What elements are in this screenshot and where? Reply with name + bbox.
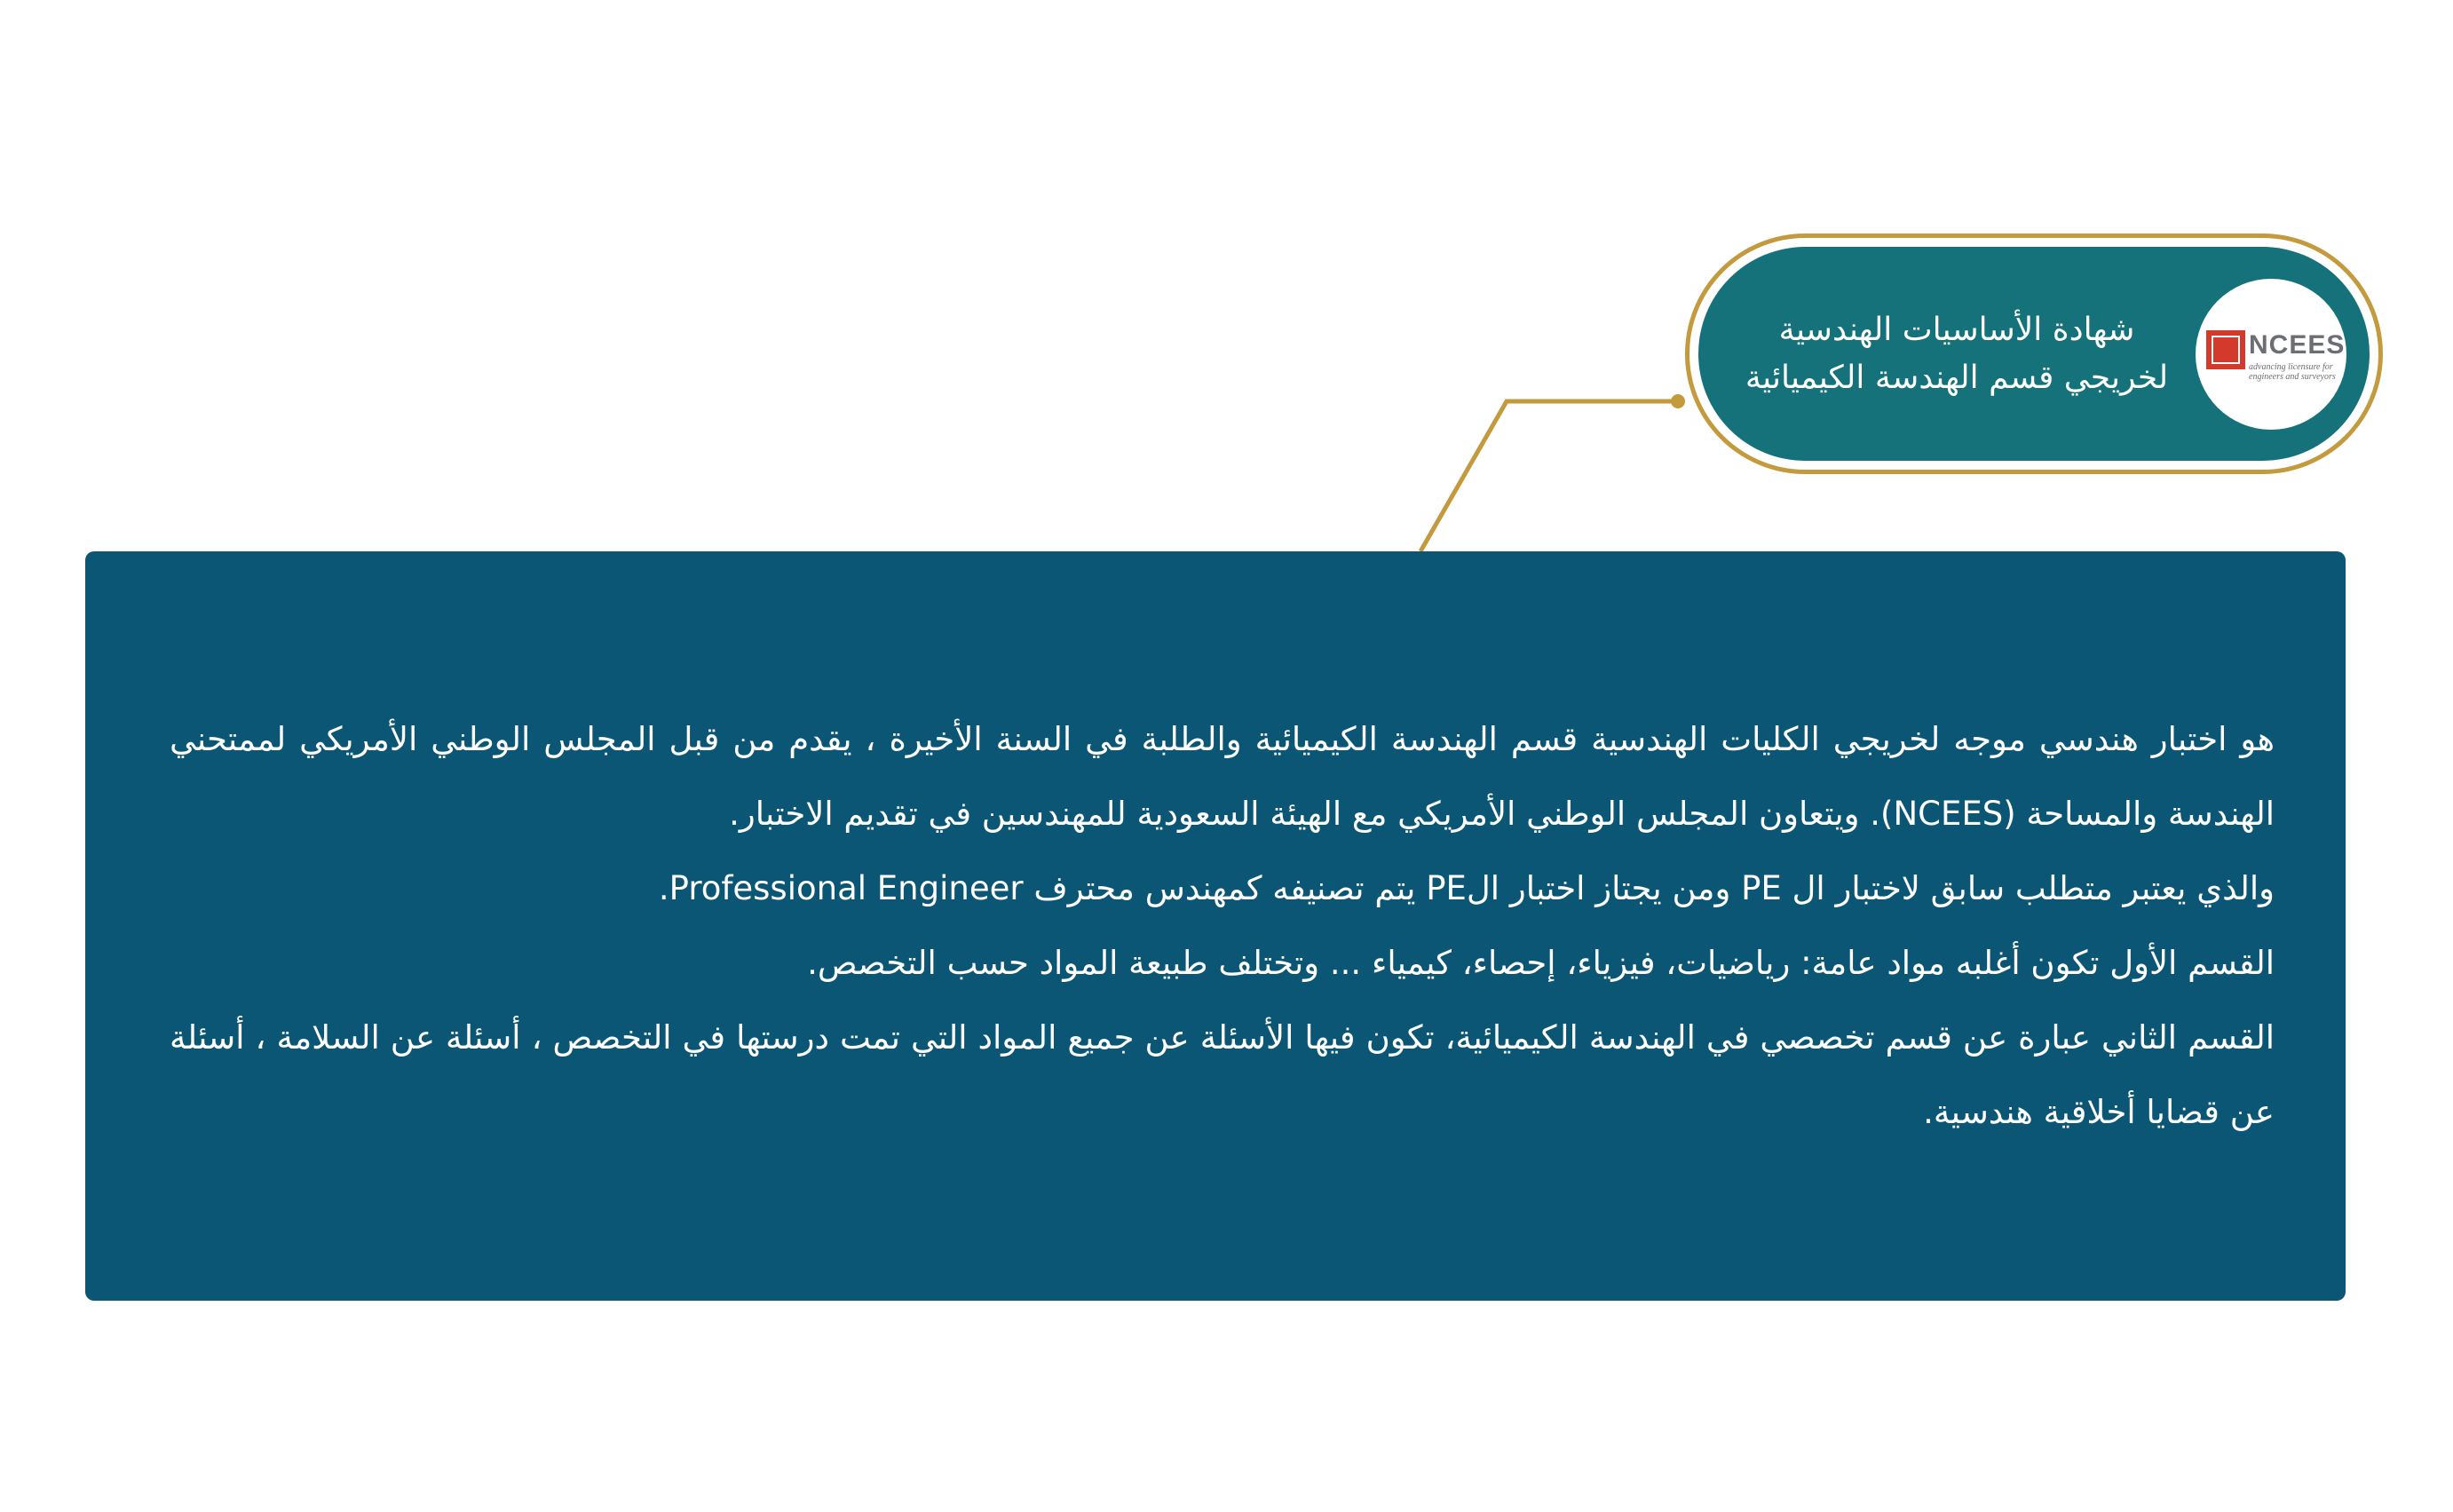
ncees-logo-text: NCEES: [2249, 329, 2346, 360]
description-paragraph-prerequisite: والذي يعتبر متطلب سابق لاختبار ال PE ومن يجتاز اختبار الPE يتم تصنيفه كمهندس محترف Professional Engineer.: [658, 869, 2275, 907]
ncees-logo-icon: [2206, 330, 2245, 369]
description-paragraph-section-one: القسم الأول تكون أغلبه مواد عامة: رياضيات، فيزياء، إحصاء، كيمياء ... وتختلف طبيعة المواد حسب التخصص.: [807, 944, 2275, 982]
connector-dot: [1671, 394, 1685, 408]
ncees-logo: [2196, 279, 2346, 430]
description-panel: [85, 551, 2346, 1301]
description-text: [170, 702, 2275, 1150]
certificate-badge: [1685, 234, 2383, 474]
badge-title-line1: شهادة الأساسيات الهندسية: [1778, 311, 2135, 348]
ncees-logo-tagline: advancing licensure for engineers and surveyors: [2249, 361, 2336, 382]
certificate-badge-body: [1698, 247, 2370, 461]
badge-title: [1698, 306, 2196, 402]
description-paragraph-intro: هو اختبار هندسي موجه لخريجي الكليات الهندسية قسم الهندسة الكيميائية والطلبة في السنة الأخيرة ، يقدم من قبل المجلس الوطني الأمريكي لممتحني الهندسة والمساحة (NCEES). ويتعاون المجلس الوطني الأمريكي مع الهيئة السعودية للمهندسين في تقديم الاختبار.: [170, 720, 2275, 833]
description-paragraph-section-two: القسم الثاني عبارة عن قسم تخصصي في الهندسة الكيميائية، تكون فيها الأسئلة عن جميع المواد التي تمت درستها في التخصص ، أسئلة عن السلامة ، أسئلة عن قضايا أخلاقية هندسية.: [170, 1018, 2275, 1131]
badge-title-line2: لخريجي قسم الهندسة الكيميائية: [1745, 359, 2169, 396]
